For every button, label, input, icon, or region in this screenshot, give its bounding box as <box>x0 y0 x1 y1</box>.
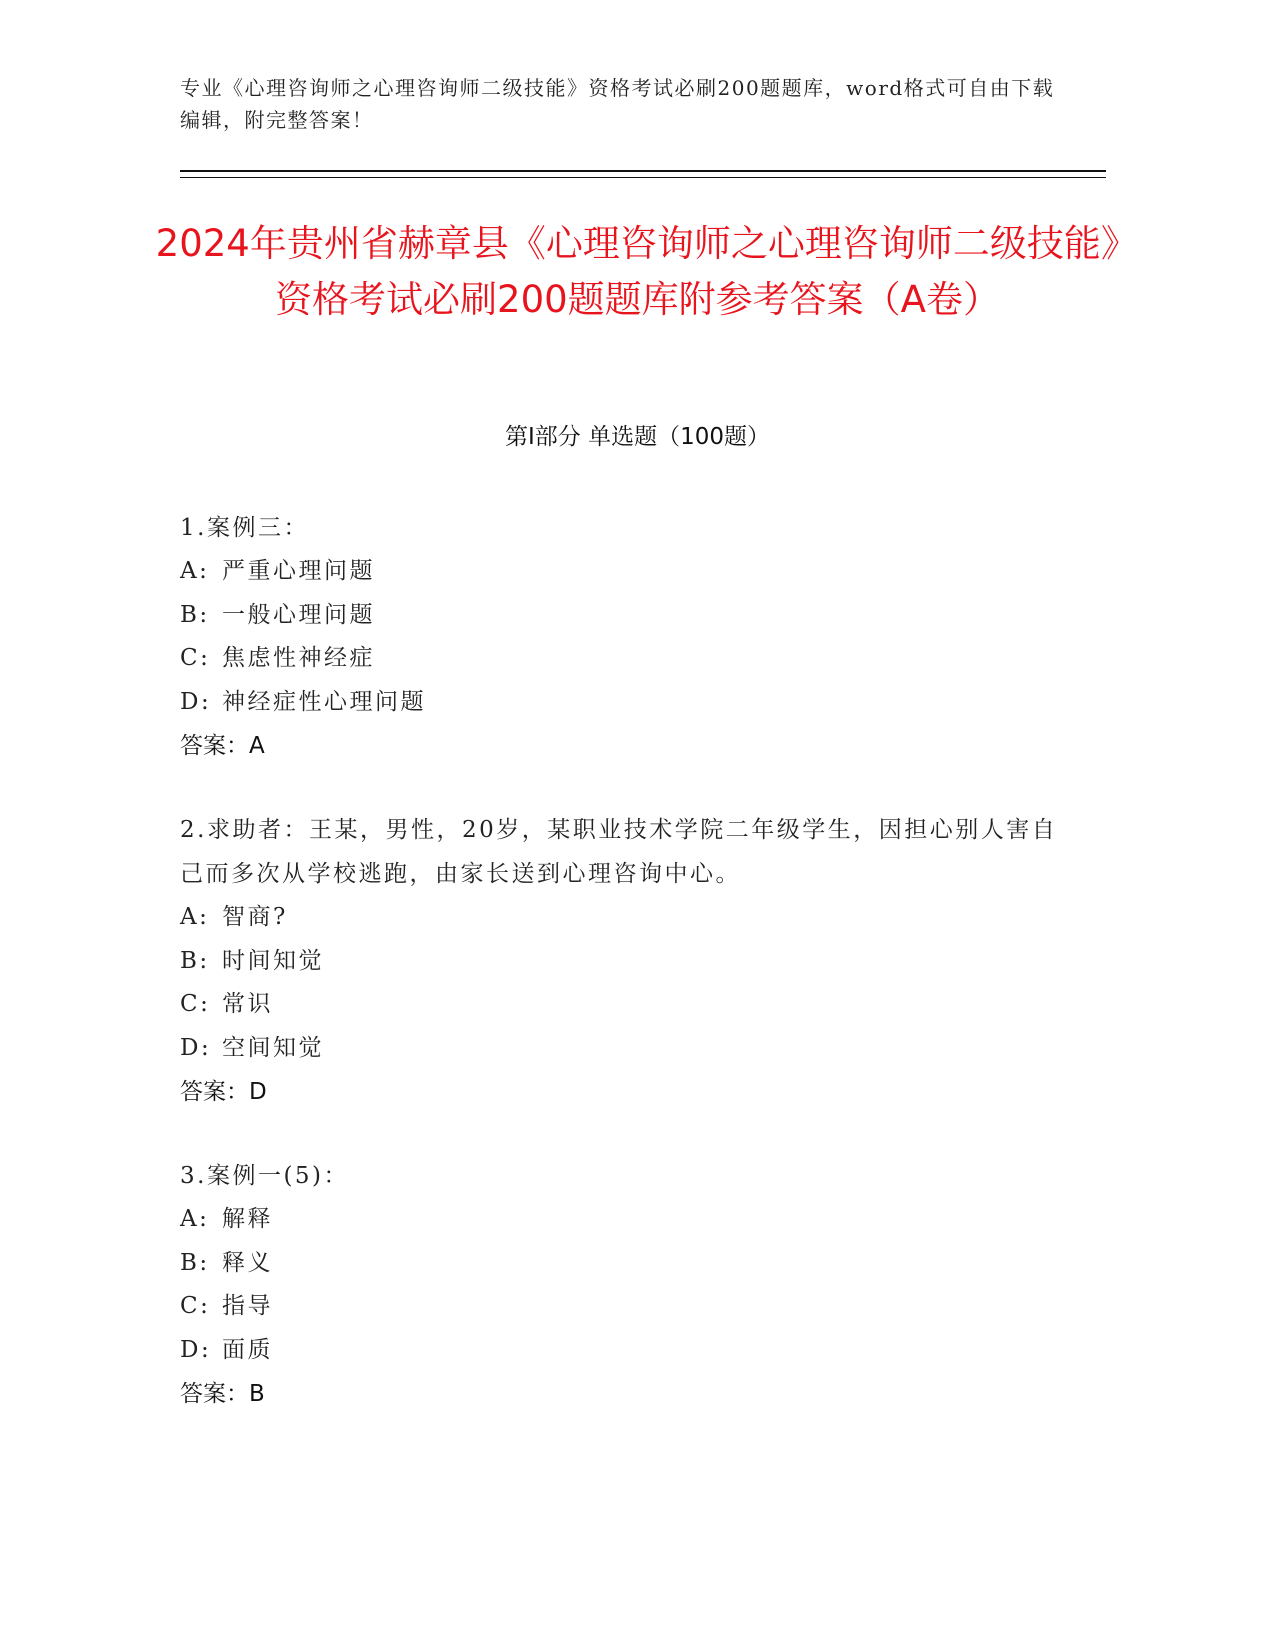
option-letter: A: <box>180 904 210 930</box>
option-text: 常识 <box>222 991 273 1017</box>
option-text: 智商? <box>222 904 288 930</box>
option-a <box>180 896 1060 940</box>
option-text: 解释 <box>222 1206 273 1232</box>
question-list <box>180 506 1060 1456</box>
answer-line: 答案：B <box>180 1381 265 1407</box>
header-divider-thick <box>180 170 1106 172</box>
option-text: 释义 <box>222 1249 273 1276</box>
question-item <box>180 808 1060 1114</box>
option-text: 严重心理问题 <box>222 558 375 584</box>
option-letter: B: <box>180 1249 210 1276</box>
option-letter: A: <box>180 1206 210 1232</box>
option-letter: C: <box>180 991 211 1017</box>
header-divider-thin <box>180 177 1106 178</box>
question-item <box>180 1154 1060 1416</box>
option-c <box>180 637 1060 681</box>
option-letter: B: <box>180 947 210 974</box>
option-d <box>180 1329 1060 1373</box>
option-letter: D: <box>180 1034 212 1061</box>
intro-text: 专业《心理咨询师之心理咨询师二级技能》资格考试必刷200题题库，word格式可自由下载编辑，附完整答案！ <box>180 76 1055 132</box>
question-item <box>180 506 1060 768</box>
question-stem: 1.案例三： <box>180 515 309 541</box>
option-letter: C: <box>180 645 211 671</box>
option-a <box>180 1198 1060 1242</box>
option-text: 空间知觉 <box>222 1034 324 1061</box>
option-d <box>180 1027 1060 1071</box>
option-b <box>180 940 1060 984</box>
option-text: 时间知觉 <box>222 947 324 974</box>
question-stem: 2.求助者：王某，男性，20岁，某职业技术学院二年级学生，因担心别人害自己而多次从学校逃跑，由家长送到心理咨询中心。 <box>180 817 1058 887</box>
option-text: 神经症性心理问题 <box>222 688 426 715</box>
option-b <box>180 1242 1060 1286</box>
option-text: 焦虑性神经症 <box>222 645 375 671</box>
option-text: 指导 <box>222 1293 273 1319</box>
option-text: 一般心理问题 <box>222 601 375 628</box>
question-stem: 3.案例一(5)： <box>180 1163 350 1189</box>
option-b <box>180 594 1060 638</box>
document-title: 2024年贵州省赫章县《心理咨询师之心理咨询师二级技能》资格考试必刷200题题库附参考答案（A卷） <box>155 222 1120 321</box>
option-letter: D: <box>180 1336 212 1363</box>
section-heading: 第I部分 单选题（100题） <box>505 424 770 450</box>
answer-line: 答案：A <box>180 733 265 759</box>
option-c <box>180 983 1060 1027</box>
option-a <box>180 550 1060 594</box>
answer-line: 答案：D <box>180 1079 267 1105</box>
option-letter: D: <box>180 688 212 715</box>
option-letter: C: <box>180 1293 211 1319</box>
option-c <box>180 1285 1060 1329</box>
option-letter: A: <box>180 558 210 584</box>
option-text: 面质 <box>222 1336 273 1363</box>
option-letter: B: <box>180 601 210 628</box>
option-d <box>180 681 1060 725</box>
